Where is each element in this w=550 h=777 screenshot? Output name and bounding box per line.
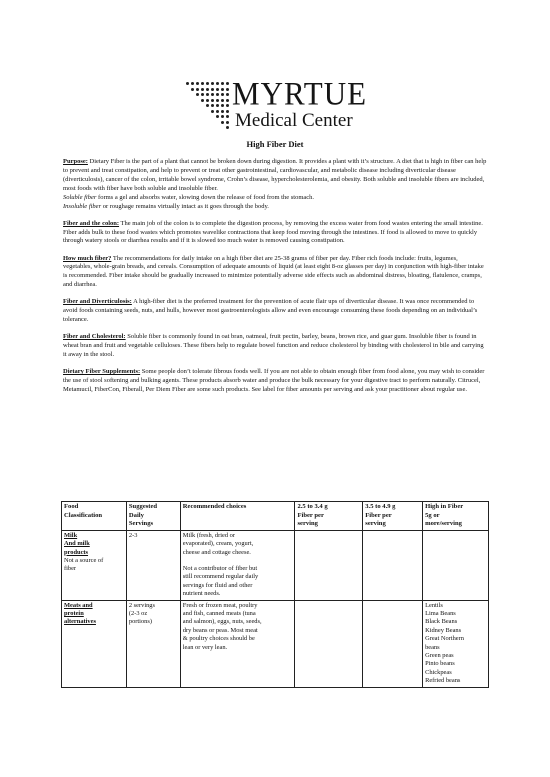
section-text: The main job of the colon is to complete the digestion process, by removing the excess water from food wastes entering the small intestine. Fiber adds bulk to these food wastes which promotes wavelike contractions that keep food moving through the intestines. If food is allowed to move to quickly through watery stools or diarrhea results and if it is slowed too much water is removed causing constipation. — [63, 219, 483, 245]
row-mid-fiber — [363, 600, 423, 687]
section-text: Some people don’t tolerate fibrous foods well. If you are not able to obtain enough fiber from food alone, you may wish to consider the use of stool softening and bulking agents. These products absorb water and produce the bulk necessary for your digestive tract to perform naturally. Citrucel, Metamucil, FiberCon, Fiberall, Per Diem Fiber are some such products. See label for fiber amounts per serving and ask your practitioner about regular use. — [63, 368, 485, 393]
logo-dot — [201, 93, 204, 96]
logo-dot — [206, 99, 209, 102]
section-heading: Purpose: — [63, 158, 88, 165]
logo-dot — [196, 82, 199, 85]
soluble-text: forms a gel and absorbs water, slowing down the release of food from the stomach. — [96, 193, 315, 201]
row-category: Meats and protein alternatives — [62, 600, 127, 687]
row-low-fiber — [295, 600, 363, 687]
logo-dot — [216, 104, 219, 107]
row-servings: 2-3 — [126, 530, 180, 600]
soluble-line — [63, 194, 487, 203]
header-high-fiber: High in Fiber 5g or more/serving — [423, 502, 489, 531]
logo-dot — [216, 93, 219, 96]
logo-dot — [226, 121, 229, 124]
table-row — [62, 600, 489, 687]
soluble-term: Soluble fiber — [63, 193, 97, 201]
table-row — [62, 530, 489, 600]
logo-dot — [191, 82, 194, 85]
row-high-fiber: Lentils Lima Beans Black Beans Kidney Beans Great Northern beans Green peas Pinto beans Chickpeas Refried beans — [423, 600, 489, 687]
logo-dot — [216, 99, 219, 102]
row-choices: Fresh or frozen meat, poultry and fish, canned meats (tuna and salmon), eggs, nuts, seeds, dry beans or peas. Most meat & poultry choices should be lean or very lean. — [180, 600, 295, 687]
logo-dot — [226, 104, 229, 107]
section-text: A high-fiber diet is the preferred treatment for the prevention of acute flair ups of diverticular disease. It was once recommended to avoid foods containing seeds, nuts, and hulls, however most gastroenterologists allow and even encourage consuming these foods depending on an individual’s tolerance. — [63, 298, 478, 324]
section-how-much — [63, 255, 487, 291]
logo-dot — [211, 104, 214, 107]
section-text: Dietary Fiber is the part of a plant that cannot be broken down during digestion. It provides a plant with it’s structure. A diet that is high in fiber can help to prevent and treat constipation, and help to prevent or treat other gastrointestinal, cardiovascular, and metabolic disease including diverticular disease (diverticulosis), cancer of the colon, irritable bowel syndrome, Crohn’s disease, hypercholesterolemia, and obesity. Both soluble and insoluble fibers are included, most foods with fiber have both soluble and insoluble fiber. — [63, 158, 487, 192]
row-low-fiber — [295, 530, 363, 600]
header-low-fiber: 2.5 to 3.4 g Fiber per serving — [295, 502, 363, 531]
section-heading: How much fiber? — [63, 254, 112, 262]
logo-dot — [221, 88, 224, 91]
logo-dot — [211, 110, 214, 113]
row-choices: Milk (fresh, dried or evaporated), cream, yogurt, cheese and cottage cheese. Not a contributor of fiber but still recommend regular daily servings for fluid and other nutrient needs. — [180, 530, 295, 600]
logo-dot — [216, 88, 219, 91]
document-body — [63, 158, 487, 403]
logo-dot — [221, 104, 224, 107]
logo-dot — [221, 99, 224, 102]
row-mid-fiber — [363, 530, 423, 600]
logo-dot — [226, 88, 229, 91]
logo-dot — [211, 82, 214, 85]
insoluble-text: or roughage remains virtually intact as it goes through the body. — [101, 202, 269, 210]
logo-dot — [216, 82, 219, 85]
section-purpose — [63, 158, 487, 211]
logo-dot — [226, 99, 229, 102]
logo-dot — [211, 93, 214, 96]
section-supplements — [63, 368, 487, 395]
fiber-table — [61, 501, 489, 688]
logo-dot — [196, 93, 199, 96]
logo-dot — [201, 88, 204, 91]
logo-dot — [211, 88, 214, 91]
logo-dot — [206, 88, 209, 91]
logo-dot — [186, 82, 189, 85]
section-heading: Dietary Fiber Supplements: — [63, 368, 141, 376]
logo-dot-pattern — [186, 82, 232, 132]
logo-dot — [201, 82, 204, 85]
logo-name: MYRTUE — [232, 75, 368, 112]
logo-dot — [196, 88, 199, 91]
logo-dot — [226, 110, 229, 113]
page-title: High Fiber Diet — [246, 139, 304, 149]
header-suggested-servings: Suggested Daily Servings — [126, 502, 180, 531]
logo-dot — [216, 110, 219, 113]
logo-dot — [206, 82, 209, 85]
header-recommended-choices: Recommended choices — [180, 502, 295, 531]
logo-dot — [226, 82, 229, 85]
logo-dot — [221, 82, 224, 85]
section-heading: Fiber and Cholesterol: — [63, 333, 126, 341]
logo-dot — [206, 93, 209, 96]
logo-subtitle: Medical Center — [235, 110, 353, 131]
row-high-fiber — [423, 530, 489, 600]
section-text: Soluble fiber is commonly found in oat bran, oatmeal, fruit pectin, barley, beans, brown rice, and guar gum. Insoluble fiber is found in wheat bran and fruit and vegetable celluloses. These fibers help to regulate bowel function and reduce cholesterol by binding with cholesterol in bile and carrying it away in the stool. — [63, 333, 484, 359]
logo-dot — [201, 99, 204, 102]
logo-dot — [191, 88, 194, 91]
logo-dot — [226, 93, 229, 96]
logo-dot — [226, 115, 229, 118]
section-colon — [63, 220, 487, 247]
section-diverticulosis — [63, 298, 487, 325]
header-food-classification: Food Classification — [62, 502, 127, 531]
logo-dot — [226, 126, 229, 129]
insoluble-term: Insoluble fiber — [63, 202, 102, 210]
section-heading: Fiber and Diverticulosis: — [63, 298, 132, 306]
section-heading: Fiber and the colon: — [63, 219, 120, 227]
logo-dot — [221, 115, 224, 118]
logo — [186, 75, 368, 136]
logo-dot — [211, 99, 214, 102]
logo-dot — [216, 115, 219, 118]
logo-dot — [221, 93, 224, 96]
section-text: The recommendations for daily intake on a high fiber diet are 25-38 grams of fiber per day. Fiber rich foods include: fruits, legumes, vegetables, whole-grain breads, and cereals. Consumption of adequate amounts of liquid (at least eight 8-oz glasses per day) in conjunction with high-fiber intake is recommended. Fiber intake should be gradually increased to minimize potentially adverse side effects such as abdominal distress, bloating, flatulence, cramps, and diarrhea. — [63, 254, 484, 289]
header-mid-fiber: 3.5 to 4.9 g Fiber per serving — [363, 502, 423, 531]
logo-dot — [221, 121, 224, 124]
row-category: Milk And milk products Not a source of fiber — [62, 530, 127, 600]
logo-dot — [206, 104, 209, 107]
table-header-row — [62, 502, 489, 531]
section-cholesterol — [63, 333, 487, 360]
insoluble-line — [63, 203, 487, 212]
row-servings: 2 servings (2-3 oz portions) — [126, 600, 180, 687]
logo-dot — [221, 110, 224, 113]
